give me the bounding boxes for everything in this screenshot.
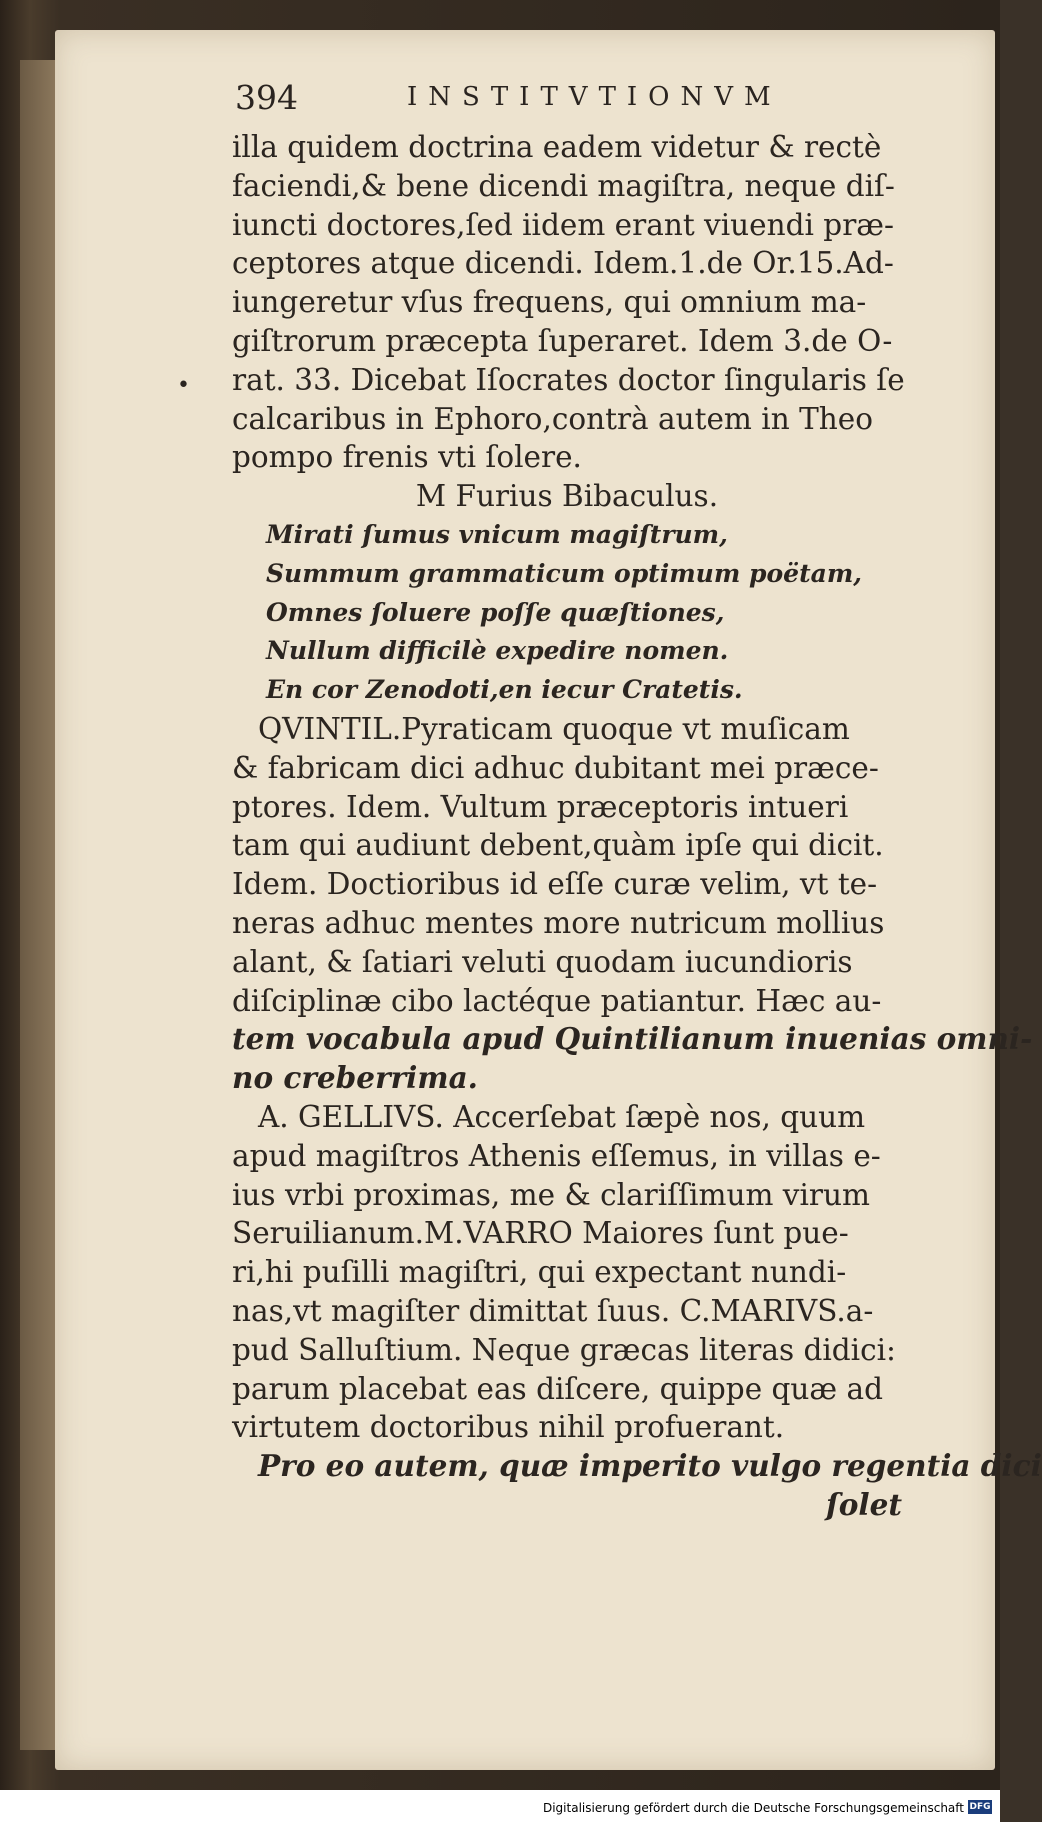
text-line: Seruilianum.M.VARRO Maiores ſunt pue- — [232, 1216, 849, 1251]
verse-line: En cor Zenodoti,en iecur Cratetis. — [266, 675, 743, 705]
text-line: calcaribus in Ephoro,contrà autem in Theo — [232, 401, 873, 436]
text-line: Idem. Doctioribus id eſſe curæ velim, vt te- — [232, 867, 878, 902]
page-number: 394 — [235, 78, 298, 117]
running-title: INSTITVTIONVM — [407, 82, 782, 112]
text-line: nas,vt magiſter dimittat ſuus. C.MARIVS.a- — [232, 1293, 874, 1328]
book-edge — [20, 60, 58, 1750]
text-line: virtutem doctoribus nihil profuerant. — [232, 1410, 785, 1445]
text-line: tem vocabula apud Quintilianum inuenias omni- — [232, 1021, 1033, 1057]
text-line: faciendi,& bene dicendi magiſtra, neque diſ- — [232, 168, 895, 203]
text-line: Pro eo autem, quæ imperito vulgo regentia dici — [258, 1448, 1042, 1484]
text-line: apud magiſtros Athenis eſſemus, in villas e- — [232, 1138, 881, 1173]
body-text — [232, 128, 1042, 1525]
text-line: neras adhuc mentes more nutricum mollius — [232, 905, 885, 940]
text-line: ceptores atque dicendi. Idem.1.de Or.15.Ad- — [232, 246, 894, 281]
verse-line: Omnes ſoluere poſſe quæſtiones, — [266, 597, 725, 627]
catchword: ſolet — [826, 1486, 902, 1522]
text-line: & fabricam dici adhuc dubitant mei præce- — [232, 750, 879, 785]
text-line: ius vrbi proximas, me & clariſſimum virum — [232, 1177, 870, 1212]
text-line: diſciplinæ cibo lactéque patiantur. Hæc au- — [232, 983, 882, 1018]
verse-line: Mirati ſumus vnicum magiſtrum, — [266, 519, 728, 549]
text-line: no creberrima. — [232, 1060, 478, 1096]
text-line: pud Salluſtium. Neque græcas literas didici: — [232, 1332, 896, 1367]
text-line: ri,hi puſilli magiſtri, qui expectant nundi- — [232, 1255, 847, 1290]
text-line: rat. 33. Dicebat Iſocrates doctor ſingularis ſe — [232, 362, 905, 397]
text-line: parum placebat eas diſcere, quippe quæ ad — [232, 1371, 883, 1406]
verse-line: Nullum difficilè expedire nomen. — [266, 636, 729, 666]
text-line: giſtrorum præcepta ſuperaret. Idem 3.de O- — [232, 323, 893, 358]
margin-mark: • — [177, 373, 190, 398]
text-line: ptores. Idem. Vultum præceptoris intueri — [232, 789, 849, 824]
text-line: QVINTIL.Pyraticam quoque vt muſicam — [258, 711, 850, 746]
text-line: iuncti doctores,ſed iidem erant viuendi præ- — [232, 207, 894, 242]
text-line: pompo frenis vti ſolere. — [232, 440, 582, 475]
text-line: alant, & ſatiari veluti quodam iucundioris — [232, 944, 853, 979]
dfg-logo: DFG — [969, 1802, 991, 1812]
text-line: illa quidem doctrina eadem videtur & rectè — [232, 130, 882, 164]
text-line: A. GELLIVS. Accerſebat ſæpè nos, quum — [258, 1099, 866, 1134]
text-line: iungeretur vſus frequens, qui omnium ma- — [232, 285, 867, 320]
text-line: tam qui audiunt debent,quàm ipſe qui dicit. — [232, 828, 884, 863]
verse-heading: M Furius Bibaculus. — [415, 479, 719, 514]
footer-credit: Digitalisierung gefördert durch die Deutsche Forschungsgemeinschaft — [542, 1801, 964, 1815]
page-header — [175, 78, 795, 122]
verse-line: Summum grammaticum optimum poëtam, — [266, 558, 862, 588]
